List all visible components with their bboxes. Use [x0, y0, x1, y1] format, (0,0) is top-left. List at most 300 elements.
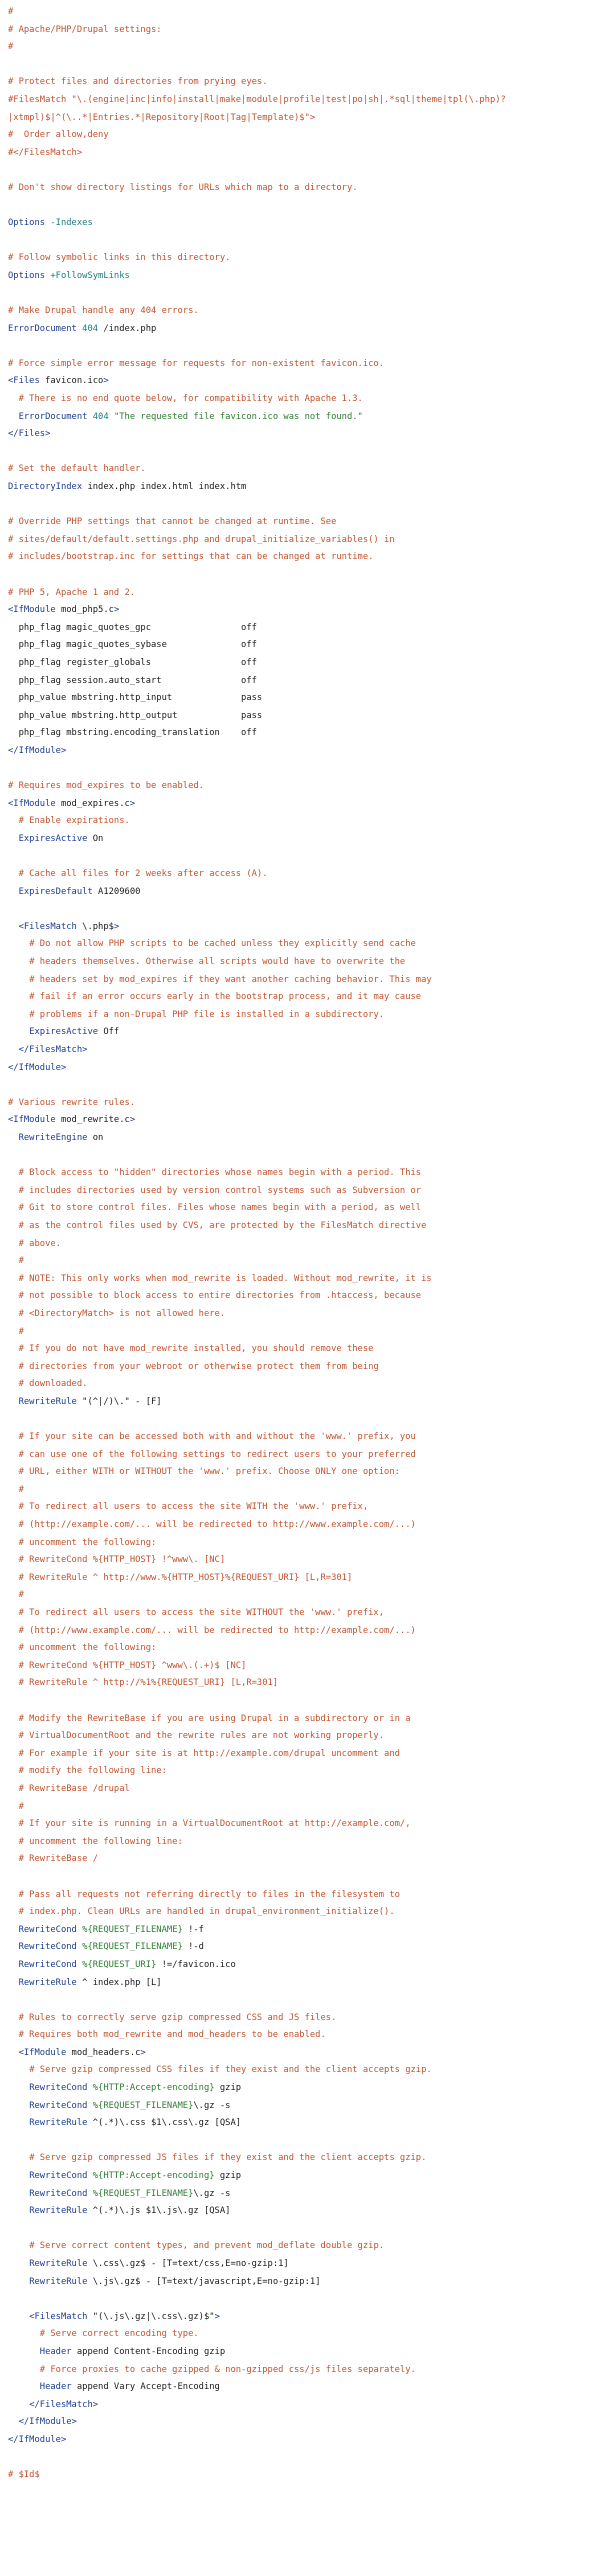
code-line — [8, 268, 600, 286]
comment-token: # (http://www.example.com/... will be redirected to http://example.com/...) — [18, 1625, 416, 1636]
code-line — [8, 1253, 600, 1271]
code-line — [8, 884, 600, 902]
text-token — [8, 1379, 19, 1389]
comment-token: # directories from your webroot or otherwise protect them from being — [18, 1361, 379, 1372]
code-line — [8, 1447, 600, 1465]
code-line — [8, 2238, 600, 2256]
directive-token: </FilesMatch> — [18, 1045, 88, 1056]
comment-token: # — [18, 1590, 24, 1601]
code-line — [8, 936, 600, 954]
code-line — [8, 1535, 600, 1553]
text-token — [8, 1854, 19, 1864]
blank-line — [8, 901, 600, 919]
code-line — [8, 1482, 600, 1500]
code-line — [8, 1922, 600, 1940]
code-line — [8, 2414, 600, 2432]
code-line — [8, 1904, 600, 1922]
comment-token: # Requires mod_expires to be enabled. — [8, 781, 204, 792]
directive-token: RewriteCond — [18, 1924, 77, 1935]
code-line — [8, 321, 600, 339]
text-token — [8, 834, 19, 844]
directive-token: > — [103, 376, 109, 387]
code-line — [8, 2010, 600, 2028]
comment-token: # Do not allow PHP scripts to be cached unless they explicitly send cache — [29, 939, 416, 950]
comment-token: # <DirectoryMatch> is not allowed here. — [18, 1308, 226, 1319]
code-line — [8, 690, 600, 708]
code-line — [8, 1816, 600, 1834]
text-token — [8, 939, 29, 949]
comment-token: # includes directories used by version control systems such as Subversion or — [18, 1185, 422, 1196]
text-token — [8, 1749, 19, 1759]
directive-token: </IfModule> — [8, 1062, 67, 1073]
comment-token: # as the control files used by CVS, are protected by the FilesMatch directive — [18, 1220, 427, 1231]
comment-token: # To redirect all users to access the site WITH the 'www.' prefix, — [18, 1502, 369, 1513]
text-token — [8, 1450, 19, 1460]
comment-token: # not possible to block access to entire directories from .htaccess, because — [18, 1291, 422, 1302]
comment-token: # Follow symbolic links in this directory. — [8, 253, 231, 264]
code-line — [8, 602, 600, 620]
text-token — [8, 2065, 29, 2075]
text-token: php_flag magic_quotes_sybase off — [8, 640, 257, 651]
variable-token: %{REQUEST_FILENAME} — [92, 2100, 194, 2111]
directive-token: <IfModule — [18, 2047, 67, 2058]
code-line — [8, 1587, 600, 1605]
variable-token: %{REQUEST_FILENAME} — [82, 1942, 183, 1953]
comment-token: # Git to store control files. Files whose names begin with a period, as well — [18, 1203, 422, 1214]
code-line — [8, 1570, 600, 1588]
code-line — [8, 1183, 600, 1201]
code-line — [8, 743, 600, 761]
code-line — [8, 1376, 600, 1394]
code-line — [8, 1165, 600, 1183]
code-line — [8, 1112, 600, 1130]
comment-token: # RewriteRule ^ http://www.%{HTTP_HOST}%{REQUEST_URI} [L,R=301] — [18, 1572, 353, 1583]
comment-token: # URL, either WITH or WITHOUT the 'www.' prefix. Choose ONLY one option: — [18, 1467, 400, 1478]
text-token: favicon.ico — [39, 376, 104, 387]
directive-token: </IfModule> — [8, 745, 67, 756]
comment-token: # There is no end quote below, for compatibility with Apache 1.3. — [18, 394, 363, 405]
comment-token: # Override PHP settings that cannot be changed at runtime. See — [8, 517, 337, 528]
code-line — [8, 1060, 600, 1078]
comment-token: # — [18, 1326, 24, 1337]
variable-token: %{HTTP:Accept-encoding} — [92, 2171, 215, 2182]
directive-token: RewriteCond — [29, 2083, 88, 2094]
comment-token: # Order allow,deny — [8, 130, 109, 141]
comment-token: # headers themselves. Otherwise all scripts would have to overwrite the — [29, 957, 406, 968]
comment-token: # Modify the RewriteBase if you are using Drupal in a subdirectory or in a — [18, 1713, 411, 1724]
text-token — [8, 1485, 19, 1495]
number-token: 404 — [92, 411, 109, 422]
comment-token: #FilesMatch "\.(engine|inc|info|install|make|module|profile|test|po|sh|.*sql|theme|tpl(\.php)? — [8, 94, 506, 105]
number-token: +FollowSymLinks — [50, 270, 130, 281]
text-token: ^ index.php [L] — [76, 1977, 162, 1988]
text-token — [8, 1256, 19, 1266]
blank-line — [8, 1148, 600, 1166]
text-token — [8, 957, 29, 967]
comment-token: # For example if your site is at http://example.com/drupal uncomment and — [18, 1748, 400, 1759]
code-line — [8, 2379, 600, 2397]
text-token — [8, 1133, 19, 1143]
code-line — [8, 180, 600, 198]
comment-token: # above. — [18, 1238, 61, 1249]
text-token: \.js\.gz$ - [T=text/javascript,E=no-gzip:1] — [87, 2276, 321, 2287]
directive-token: RewriteCond — [29, 2171, 88, 2182]
code-line — [8, 356, 600, 374]
code-line — [8, 1288, 600, 1306]
directive-token: ExpiresActive — [18, 833, 88, 844]
blank-line — [8, 497, 600, 515]
comment-token: # NOTE: This only works when mod_rewrite is loaded. Without mod_rewrite, it is — [18, 1273, 432, 1284]
code-line — [8, 1711, 600, 1729]
blank-line — [8, 1693, 600, 1711]
text-token — [8, 1502, 19, 1512]
comment-token: # headers set by mod_expires if they want another caching behavior. This may — [29, 974, 432, 985]
code-line — [8, 1130, 600, 1148]
blank-line — [8, 338, 600, 356]
text-token — [8, 1942, 19, 1952]
text-token — [8, 2153, 29, 2163]
text-token: Off — [98, 1027, 120, 1038]
comment-token: # Pass all requests not referring directly to files in the filesystem to — [18, 1889, 400, 1900]
code-line — [8, 585, 600, 603]
text-token — [8, 1432, 19, 1442]
comment-token: # RewriteBase / — [18, 1854, 99, 1865]
text-token — [8, 394, 19, 404]
comment-token: # If your site can be accessed both with and without the 'www.' prefix, you — [18, 1432, 416, 1443]
blank-line — [8, 849, 600, 867]
directive-token: RewriteCond — [18, 1959, 77, 1970]
text-token — [8, 2312, 29, 2322]
comment-token: # PHP 5, Apache 1 and 2. — [8, 587, 136, 598]
text-token — [8, 1907, 19, 1917]
code-line — [8, 1464, 600, 1482]
comment-token: # problems if a non-Drupal PHP file is installed in a subdirectory. — [29, 1009, 385, 1020]
comment-token: # RewriteCond %{HTTP_HOST} !^www\. [NC] — [18, 1555, 226, 1566]
code-line — [8, 391, 600, 409]
code-line — [8, 1429, 600, 1447]
comment-token: # VirtualDocumentRoot and the rewrite rules are not working properly. — [18, 1731, 385, 1742]
code-line — [8, 39, 600, 57]
code-line — [8, 2080, 600, 2098]
code-line — [8, 2186, 600, 2204]
blank-line — [8, 57, 600, 75]
variable-token: %{REQUEST_FILENAME} — [82, 1924, 183, 1935]
blank-line — [8, 198, 600, 216]
comment-token: # sites/default/default.settings.php and drupal_initialize_variables() in — [8, 534, 395, 545]
code-line — [8, 479, 600, 497]
text-token: !-d — [182, 1942, 204, 1953]
text-token — [8, 1239, 19, 1249]
code-line — [8, 1341, 600, 1359]
comment-token: # Force proxies to cache gzipped & non-gzipped css/js files separately. — [39, 2364, 416, 2375]
code-line — [8, 2326, 600, 2344]
text-token: gzip — [214, 2171, 242, 2182]
code-line — [8, 866, 600, 884]
directive-token: > — [129, 1115, 136, 1126]
text-token — [8, 2101, 29, 2111]
code-line — [8, 373, 600, 391]
text-token: \.gz -s — [193, 2188, 231, 2199]
text-token — [8, 2189, 29, 2199]
directive-token: </Files> — [8, 429, 51, 440]
text-token: /index.php — [98, 323, 157, 334]
comment-token: # downloaded. — [18, 1379, 88, 1390]
code-line — [8, 1763, 600, 1781]
directive-token: Options — [8, 218, 46, 229]
code-line — [8, 426, 600, 444]
text-token: \.css\.gz$ - [T=text/css,E=no-gzip:1] — [87, 2259, 289, 2269]
code-line — [8, 145, 600, 163]
code-line — [8, 22, 600, 40]
comment-token: # Rules to correctly serve gzip compressed CSS and JS files. — [18, 2012, 337, 2023]
code-line — [8, 813, 600, 831]
code-line — [8, 1605, 600, 1623]
text-token — [8, 2171, 29, 2181]
text-token — [8, 1168, 19, 1178]
code-line — [8, 92, 600, 110]
code-line — [8, 1024, 600, 1042]
code-line — [8, 708, 600, 726]
comment-token: # Serve gzip compressed JS files if they exist and the client accepts gzip. — [29, 2153, 427, 2164]
code-line — [8, 637, 600, 655]
code-line — [8, 989, 600, 1007]
code-line — [8, 1394, 600, 1412]
blank-line — [8, 567, 600, 585]
code-line — [8, 74, 600, 92]
text-token — [8, 975, 29, 985]
code-line — [8, 1042, 600, 1060]
text-token — [8, 1661, 19, 1671]
variable-token: %{REQUEST_URI} — [82, 1959, 157, 1970]
directive-token: <FilesMatch — [18, 921, 77, 932]
code-line — [8, 1359, 600, 1377]
text-token: On — [87, 833, 104, 844]
text-token — [8, 1291, 19, 1301]
directive-token: > — [129, 798, 136, 809]
directive-token: RewriteCond — [29, 2188, 88, 2199]
text-token: gzip — [214, 2083, 242, 2094]
text-token — [8, 1186, 19, 1196]
comment-token: # (http://example.com/... will be redirected to http://www.example.com/...) — [18, 1520, 416, 1531]
text-token — [8, 1590, 19, 1600]
code-line — [8, 1939, 600, 1957]
text-token — [8, 1045, 19, 1055]
code-line — [8, 1640, 600, 1658]
text-token — [8, 1731, 19, 1741]
comment-token: # modify the following line: — [18, 1766, 167, 1777]
text-token: !-f — [182, 1924, 204, 1935]
text-token: mod_rewrite.c — [55, 1115, 130, 1126]
text-token — [8, 1960, 19, 1970]
text-token — [8, 1784, 19, 1794]
comment-token: # Block access to "hidden" directories whose names begin with a period. This — [18, 1168, 422, 1179]
comment-token: # Serve correct content types, and prevent mod_deflate double gzip. — [29, 2241, 385, 2252]
directive-token: DirectoryIndex — [8, 482, 83, 493]
directive-token: Options — [8, 270, 46, 281]
text-token — [8, 1608, 19, 1618]
comment-token: # uncomment the following line: — [18, 1836, 183, 1847]
text-token: index.php index.html index.htm — [82, 482, 247, 493]
directive-token: > — [113, 921, 120, 932]
text-token — [8, 1890, 19, 1900]
text-token — [8, 1573, 19, 1583]
text-token: ^(.*)\.css $1\.css\.gz [QSA] — [87, 2118, 242, 2129]
text-token — [8, 1555, 19, 1565]
text-token — [8, 1925, 19, 1935]
text-token — [8, 1819, 19, 1829]
blank-line — [8, 2133, 600, 2151]
comment-token: # fail if an error occurs early in the bootstrap process, and it may cause — [29, 992, 422, 1003]
blank-line — [8, 761, 600, 779]
directive-token: RewriteRule — [29, 2206, 88, 2217]
comment-token: # To redirect all users to access the site WITHOUT the 'www.' prefix, — [18, 1608, 385, 1619]
comment-token: # Force simple error message for requests for non-existent favicon.ico. — [8, 358, 385, 369]
code-line — [8, 549, 600, 567]
text-token — [8, 1520, 19, 1530]
code-line — [8, 250, 600, 268]
directive-token: RewriteRule — [29, 2259, 88, 2269]
text-token — [8, 1344, 19, 1354]
code-line — [8, 831, 600, 849]
blank-line — [8, 2450, 600, 2468]
comment-token: # RewriteBase /drupal — [18, 1783, 130, 1794]
text-token: mod_php5.c — [55, 605, 114, 616]
code-line — [8, 1271, 600, 1289]
code-line — [8, 461, 600, 479]
code-line — [8, 2467, 600, 2485]
code-line — [8, 620, 600, 638]
code-line — [8, 1887, 600, 1905]
text-token: \.gz -s — [193, 2100, 231, 2111]
text-token — [8, 2277, 29, 2287]
text-token — [8, 1203, 19, 1213]
variable-token: %{REQUEST_FILENAME} — [92, 2188, 194, 2199]
text-token — [8, 1714, 19, 1724]
directive-token: RewriteRule — [18, 1396, 77, 1407]
code-line — [8, 1552, 600, 1570]
code-line — [8, 2115, 600, 2133]
blank-line — [8, 1869, 600, 1887]
text-token — [8, 2048, 19, 2058]
text-token: A1209600 — [92, 886, 141, 897]
string-token: "The requested file favicon.ico was not found." — [113, 411, 363, 422]
directive-token: > — [113, 605, 120, 616]
comment-token: # index.php. Clean URLs are handled in drupal_environment_initialize(). — [18, 1907, 395, 1918]
comment-token: # Set the default handler. — [8, 464, 146, 475]
comment-token: # — [8, 7, 14, 17]
directive-token: Header — [39, 2382, 72, 2393]
code-line — [8, 1957, 600, 1975]
directive-token: > — [140, 2047, 146, 2058]
blank-line — [8, 1412, 600, 1430]
text-token — [8, 1678, 19, 1688]
directive-token: <IfModule — [8, 605, 56, 616]
directive-token: Header — [39, 2346, 72, 2357]
code-line — [8, 1781, 600, 1799]
code-line — [8, 1324, 600, 1342]
code-line — [8, 725, 600, 743]
directive-token: ExpiresActive — [29, 1027, 99, 1038]
text-token — [8, 922, 19, 932]
comment-token: # Requires both mod_rewrite and mod_headers to be enabled. — [18, 2030, 326, 2041]
code-line — [8, 2098, 600, 2116]
code-line — [8, 1675, 600, 1693]
code-line — [8, 2432, 600, 2450]
text-token — [8, 1362, 19, 1372]
code-line — [8, 2256, 600, 2274]
text-token — [8, 2241, 29, 2251]
text-token — [8, 1837, 19, 1847]
number-token: 404 — [82, 323, 99, 334]
text-token — [8, 869, 19, 879]
text-token: php_flag session.auto_start off — [8, 675, 257, 686]
code-line — [8, 1007, 600, 1025]
text-token: \.php$ — [76, 921, 114, 932]
text-token: "(\.js\.gz|\.css\.gz)$" — [87, 2311, 215, 2322]
comment-token: # Apache/PHP/Drupal settings: — [8, 24, 162, 35]
code-line — [8, 2344, 600, 2362]
text-token — [8, 2329, 40, 2339]
variable-token: %{HTTP:Accept-encoding} — [92, 2083, 215, 2094]
directive-token: RewriteEngine — [18, 1133, 88, 1143]
code-line — [8, 1517, 600, 1535]
directive-token: ExpiresDefault — [18, 886, 93, 897]
code-line — [8, 514, 600, 532]
directive-token: ErrorDocument — [8, 323, 77, 334]
comment-token: # Cache all files for 2 weeks after access (A). — [18, 869, 268, 880]
code-line — [8, 1658, 600, 1676]
comment-token: # Don't show directory listings for URLs which map to a directory. — [8, 182, 358, 193]
comment-token: # — [18, 1801, 24, 1812]
blank-line — [8, 162, 600, 180]
code-line — [8, 2168, 600, 2186]
directive-token: <Files — [8, 376, 40, 387]
code-line — [8, 1623, 600, 1641]
comment-token: # uncomment the following: — [18, 1643, 157, 1654]
code-line — [8, 2362, 600, 2380]
text-token: php_value mbstring.http_output pass — [8, 710, 263, 721]
text-token: php_flag mbstring.encoding_translation off — [8, 728, 257, 739]
code-line — [8, 2274, 600, 2292]
code-line — [8, 1218, 600, 1236]
text-token: append Vary Accept-Encoding — [71, 2382, 220, 2393]
comment-token: # Make Drupal handle any 404 errors. — [8, 306, 199, 317]
code-line — [8, 532, 600, 550]
blank-line — [8, 444, 600, 462]
code-line — [8, 1728, 600, 1746]
text-token — [8, 1538, 19, 1548]
comment-token: # Various rewrite rules. — [8, 1097, 136, 1108]
text-token — [8, 2347, 40, 2357]
text-token — [8, 1221, 19, 1231]
code-line — [8, 673, 600, 691]
text-token — [8, 992, 29, 1002]
code-line — [8, 215, 600, 233]
code-line — [8, 2309, 600, 2327]
comment-token: |xtmpl)$|^(\..*|Entries.*|Repository|Root|Tag|Template)$"> — [8, 112, 316, 123]
comment-token: # includes/bootstrap.inc for settings that can be changed at runtime. — [8, 552, 374, 563]
text-token — [8, 2400, 29, 2410]
text-token — [8, 816, 19, 826]
code-line — [8, 2027, 600, 2045]
code-line — [8, 778, 600, 796]
text-token — [8, 1802, 19, 1812]
text-token: append Content-Encoding gzip — [71, 2346, 226, 2357]
text-token: on — [87, 1133, 104, 1143]
code-line — [8, 655, 600, 673]
directive-token: </IfModule> — [8, 2434, 67, 2445]
comment-token: # Protect files and directories from prying eyes. — [8, 77, 268, 88]
